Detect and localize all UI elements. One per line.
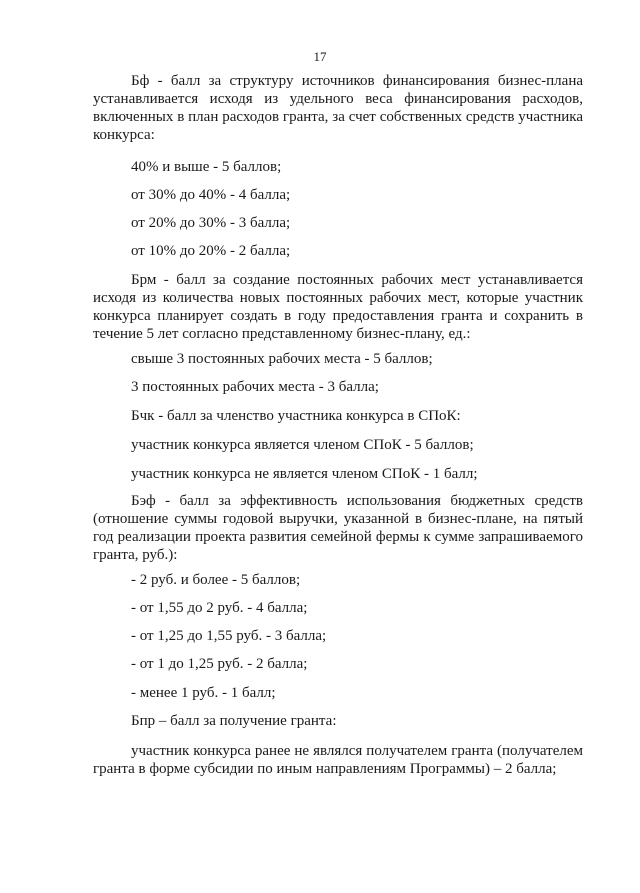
paragraph-bpr-grant: участник конкурса ранее не являлся получателем гранта (получателем гранта в форме субсидии по иным направлениям Программы) – 2 балла; bbox=[93, 743, 583, 777]
list-item: - от 1,25 до 1,55 руб. - 3 балла; bbox=[131, 628, 327, 644]
paragraph-bf-definition: Бф - балл за структуру источников финансирования бизнес-плана устанавливается исходя из удельного веса финансирования расходов, включенных в план расходов гранта, за счет собственных средств участника конкурса: bbox=[93, 73, 583, 143]
paragraph-bef-definition: Бэф - балл за эффективность использования бюджетных средств (отношение суммы годовой выручки, указанной в бизнес-плане, на пятый год реализации проекта развития семейной фермы к сумме запрашиваемого гранта, руб.): bbox=[93, 493, 583, 563]
list-item: от 30% до 40% - 4 балла; bbox=[131, 187, 291, 203]
list-item: - от 1,55 до 2 руб. - 4 балла; bbox=[131, 600, 308, 616]
list-item: - 2 руб. и более - 5 баллов; bbox=[131, 572, 301, 588]
list-item: свыше 3 постоянных рабочих места - 5 баллов; bbox=[131, 351, 433, 367]
list-item: 3 постоянных рабочих места - 3 балла; bbox=[131, 379, 379, 395]
page-number: 17 bbox=[313, 49, 327, 64]
list-item: - менее 1 руб. - 1 балл; bbox=[131, 685, 276, 701]
list-item: 40% и выше - 5 баллов; bbox=[131, 159, 282, 175]
list-item: Бпр – балл за получение гранта: bbox=[131, 713, 337, 729]
list-item: Бчк - балл за членство участника конкурса в СПоК: bbox=[131, 408, 461, 424]
list-item: от 20% до 30% - 3 балла; bbox=[131, 215, 291, 231]
list-item: участник конкурса является членом СПоК - 5 баллов; bbox=[131, 437, 474, 453]
paragraph-brm-definition: Брм - балл за создание постоянных рабочих мест устанавливается исходя из количества новых постоянных рабочих мест, которые участник конкурса планирует создать в году предоставления гранта и сохранить в течение 5 лет согласно представленному бизнес-плану, ед.: bbox=[93, 272, 583, 342]
list-item: от 10% до 20% - 2 балла; bbox=[131, 243, 291, 259]
list-item: участник конкурса не является членом СПоК - 1 балл; bbox=[131, 466, 478, 482]
list-item: - от 1 до 1,25 руб. - 2 балла; bbox=[131, 656, 308, 672]
